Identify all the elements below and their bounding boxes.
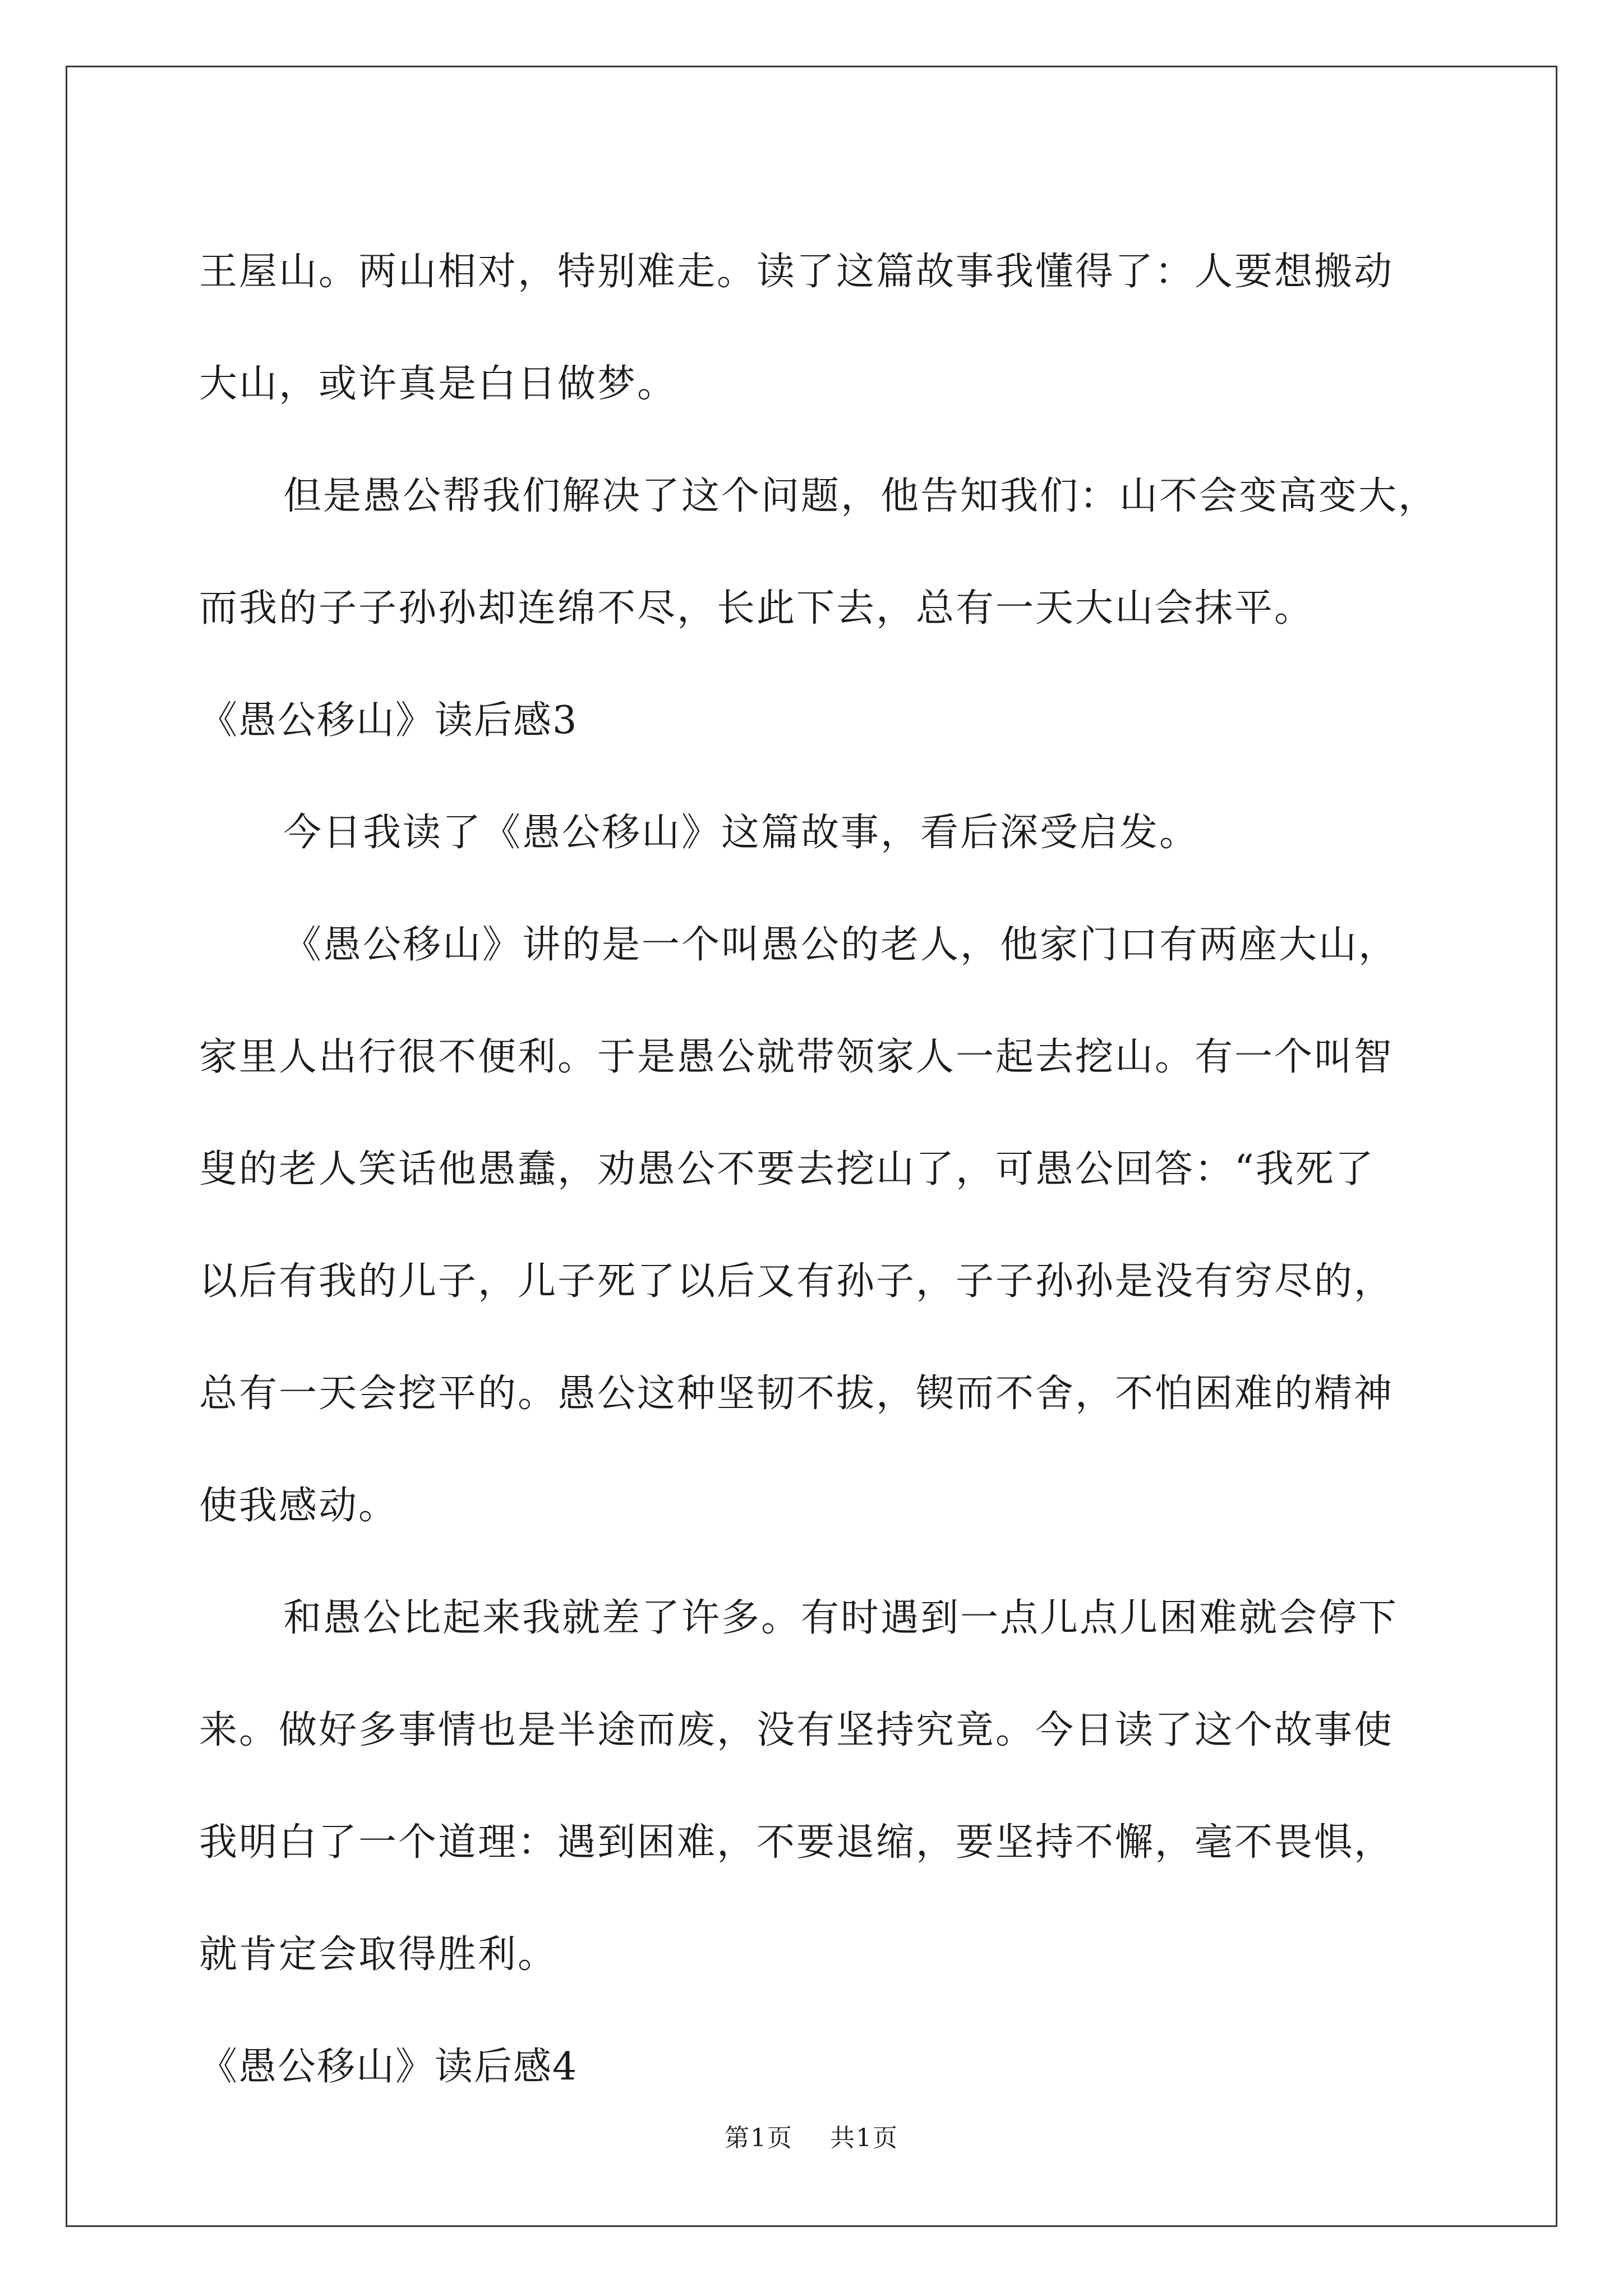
page-number: 第1页 [725, 2124, 793, 2152]
text-line: 而我的子子孙孙却连绵不尽，长此下去，总有一天大山会抹平。 [199, 586, 1315, 631]
section-heading: 《愚公移山》读后感3 [199, 698, 578, 743]
paragraph-start: 和愚公比起来我就差了许多。有时遇到一点儿点儿困难就会停下 [283, 1596, 1399, 1640]
text-line: 以后有我的儿子，儿子死了以后又有孙子，子子孙孙是没有穷尽的， [199, 1259, 1394, 1304]
text-line: 家里人出行很不便利。于是愚公就带领家人一起去挖山。有一个叫智 [199, 1035, 1394, 1079]
text-line: 我明白了一个道理：遇到困难，不要退缩，要坚持不懈，毫不畏惧， [199, 1820, 1394, 1865]
text-line: 大山，或许真是白日做梦。 [199, 362, 677, 406]
paragraph-start: 但是愚公帮我们解决了这个问题，他告知我们：山不会变高变大， [283, 474, 1438, 518]
text-line: 使我感动。 [199, 1484, 399, 1528]
text-line: 来。做好多事情也是半途而废，没有坚持究竟。今日读了这个故事使 [199, 1708, 1394, 1752]
paragraph-start: 今日我读了《愚公移山》这篇故事，看后深受启发。 [283, 811, 1200, 855]
page-footer [0, 2118, 1623, 2154]
page-total: 共1页 [830, 2124, 898, 2152]
text-line: 王屋山。两山相对，特别难走。读了这篇故事我懂得了：人要想搬动 [199, 250, 1394, 294]
paragraph-start: 《愚公移山》讲的是一个叫愚公的老人，他家门口有两座大山， [283, 923, 1399, 967]
section-heading: 《愚公移山》读后感4 [199, 2045, 578, 2089]
document-body [199, 216, 1461, 2123]
text-line: 就肯定会取得胜利。 [199, 1932, 558, 1977]
text-line: 叟的老人笑话他愚蠢，劝愚公不要去挖山了，可愚公回答：“我死了 [199, 1147, 1375, 1191]
text-line: 总有一天会挖平的。愚公这种坚韧不拔，锲而不舍，不怕困难的精神 [199, 1372, 1394, 1416]
